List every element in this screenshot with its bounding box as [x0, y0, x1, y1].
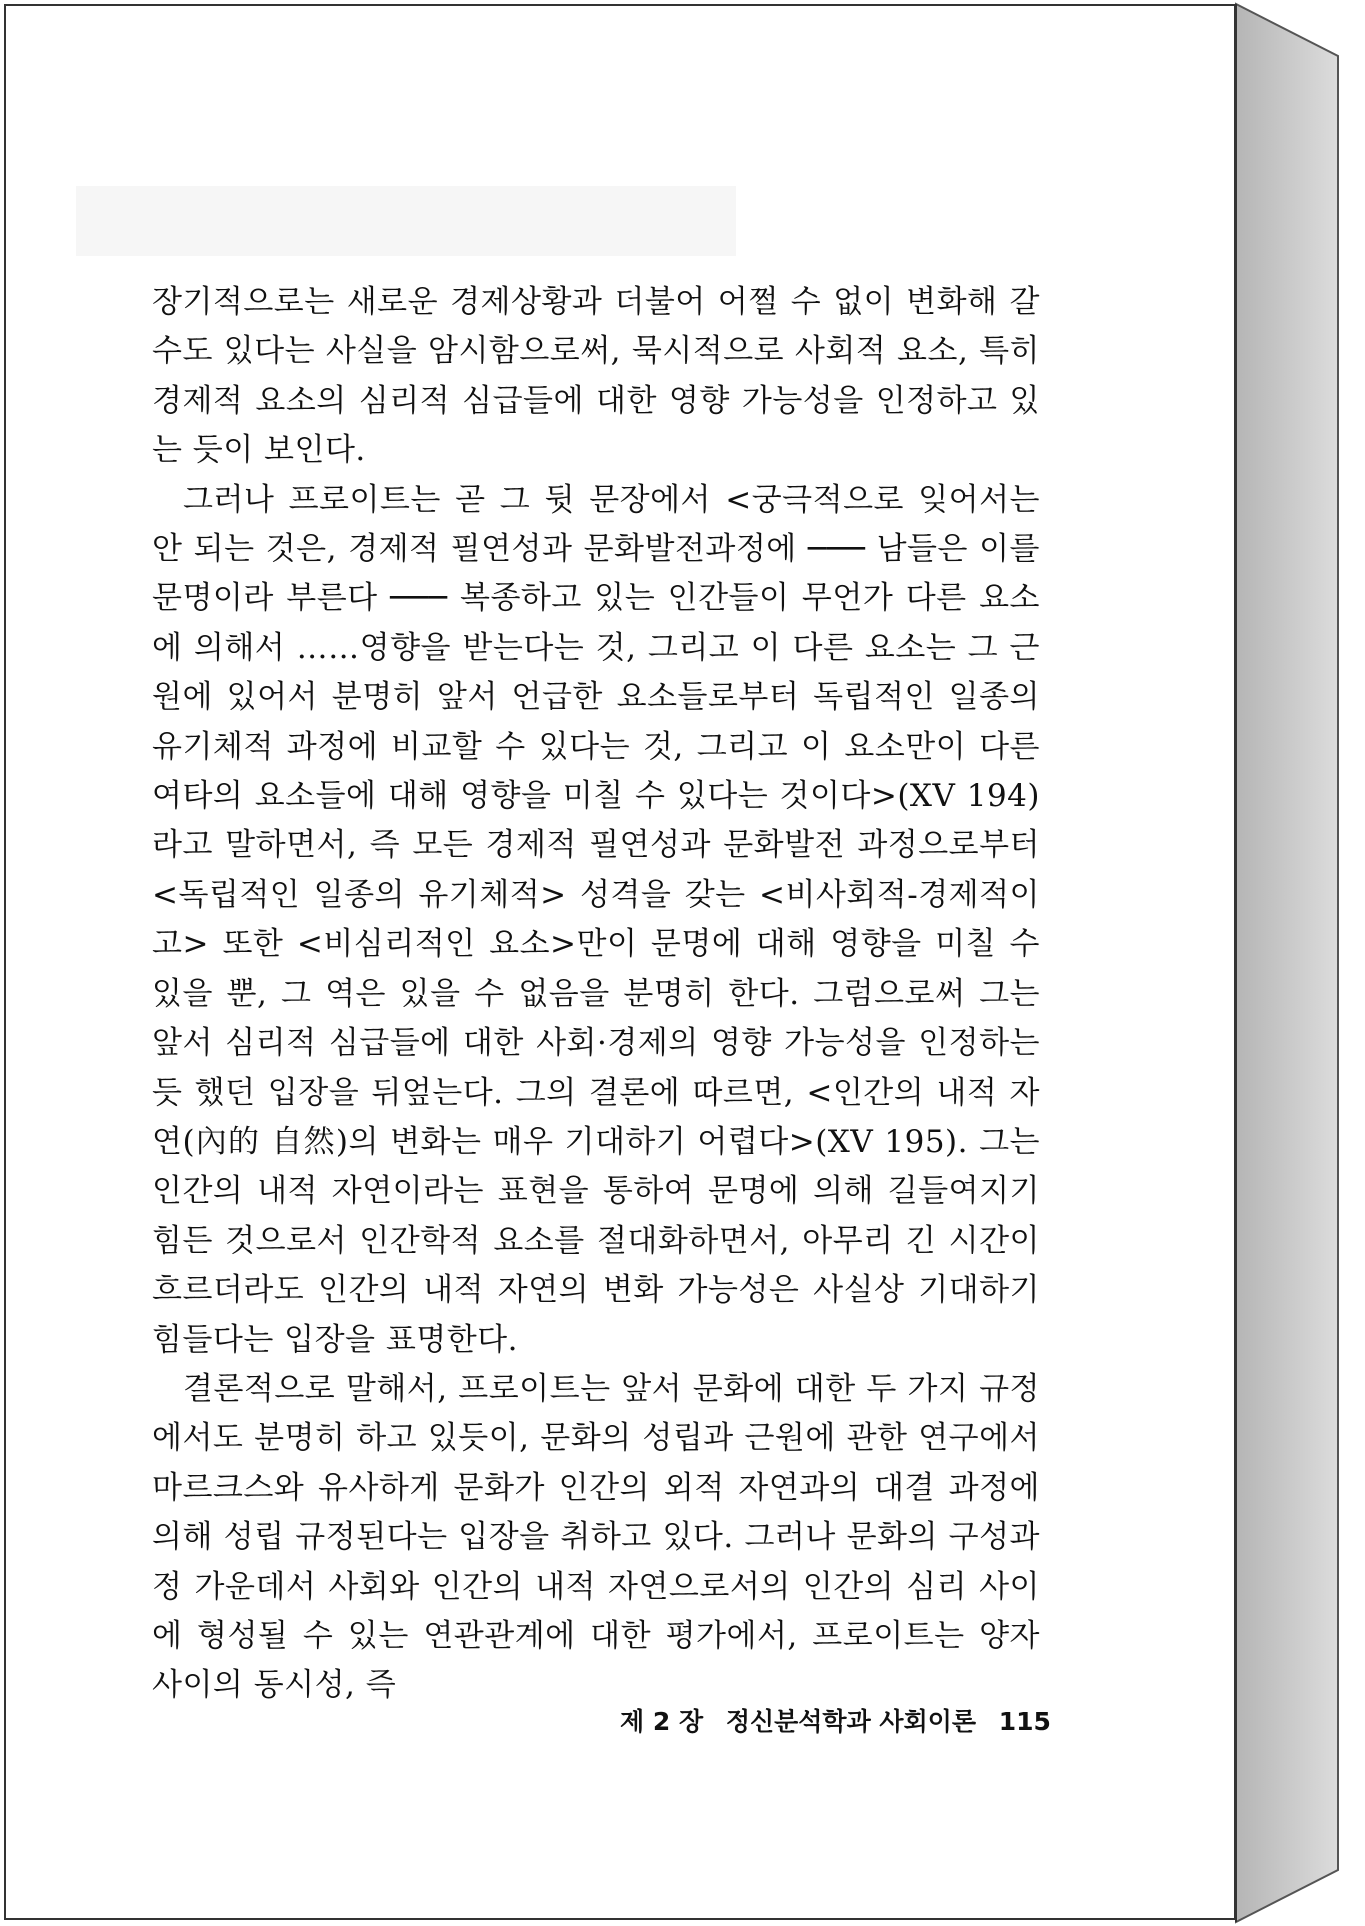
chapter-title: 정신분석학과 사회이론: [725, 1707, 977, 1736]
running-footer: [620, 1702, 1051, 1738]
page-thickness-edge: [1236, 4, 1338, 1922]
scan-shade: [76, 186, 736, 256]
chapter-label: 제 2 장: [620, 1707, 704, 1736]
paragraph-1: 장기적으로는 새로운 경제상황과 더불어 어쩔 수 없이 변화해 갈 수도 있다는 사실을 암시함으로써, 묵시적으로 사회적 요소, 특히 경제적 요소의 심리적 심급들에 대한 영향 가능성을 인정하고 있는 듯이 보인다.: [152, 284, 1040, 469]
paragraph-2: 그러나 프로이트는 곧 그 뒷 문장에서 <궁극적으로 잊어서는 안 되는 것은, 경제적 필연성과 문화발전과정에 ─── 남들은 이를 문명이라 부른다 ─── 복종하고 있는 인간들이 무언가 다른 요소에 의해서 ……영향을 받는다는 것, 그리고 이 다른 요소는 그 근원에 있어서 분명히 앞서 언급한 요소들로부터 독립적인 일종의 유기체적 과정에 비교할 수 있다는 것, 그리고 이 요소만이 다른 여타의 요소들에 대해 영향을 미칠 수 있다는 것이다>(XV 194)라고 말하면서, 즉 모든 경제적 필연성과 문화발전 과정으로부터 <독립적인 일종의 유기체적> 성격을 갖는 <비사회적-경제적이고> 또한 <비심리적인 요소>만이 문명에 대해 영향을 미칠 수 있을 뿐, 그 역은 있을 수 없음을 분명히 한다. 그럼으로써 그는 앞서 심리적 심급들에 대한 사회·경제의 영향 가능성을 인정하는듯 했던 입장을 뒤엎는다. 그의 결론에 따르면, <인간의 내적 자연(內的 自然)의 변화는 매우 기대하기 어렵다>(XV 195). 그는 인간의 내적 자연이라는 표현을 통하여 문명에 의해 길들여지기 힘든 것으로서 인간학적 요소를 절대화하면서, 아무리 긴 시간이 흐르더라도 인간의 내적 자연의 변화 가능성은 사실상 기대하기 힘들다는 입장을 표명한다.: [152, 481, 1040, 1358]
page-body: [152, 278, 1040, 1711]
paragraph-3: 결론적으로 말해서, 프로이트는 앞서 문화에 대한 두 가지 규정에서도 분명히 하고 있듯이, 문화의 성립과 근원에 관한 연구에서 마르크스와 유사하게 문화가 인간의 외적 자연과의 대결 과정에 의해 성립 규정된다는 입장을 취하고 있다. 그러나 문화의 구성과정 가운데서 사회와 인간의 내적 자연으로서의 인간의 심리 사이에 형성될 수 있는 연관관계에 대한 평가에서, 프로이트는 양자 사이의 동시성, 즉: [152, 1370, 1040, 1704]
page-number: 115: [998, 1707, 1051, 1736]
